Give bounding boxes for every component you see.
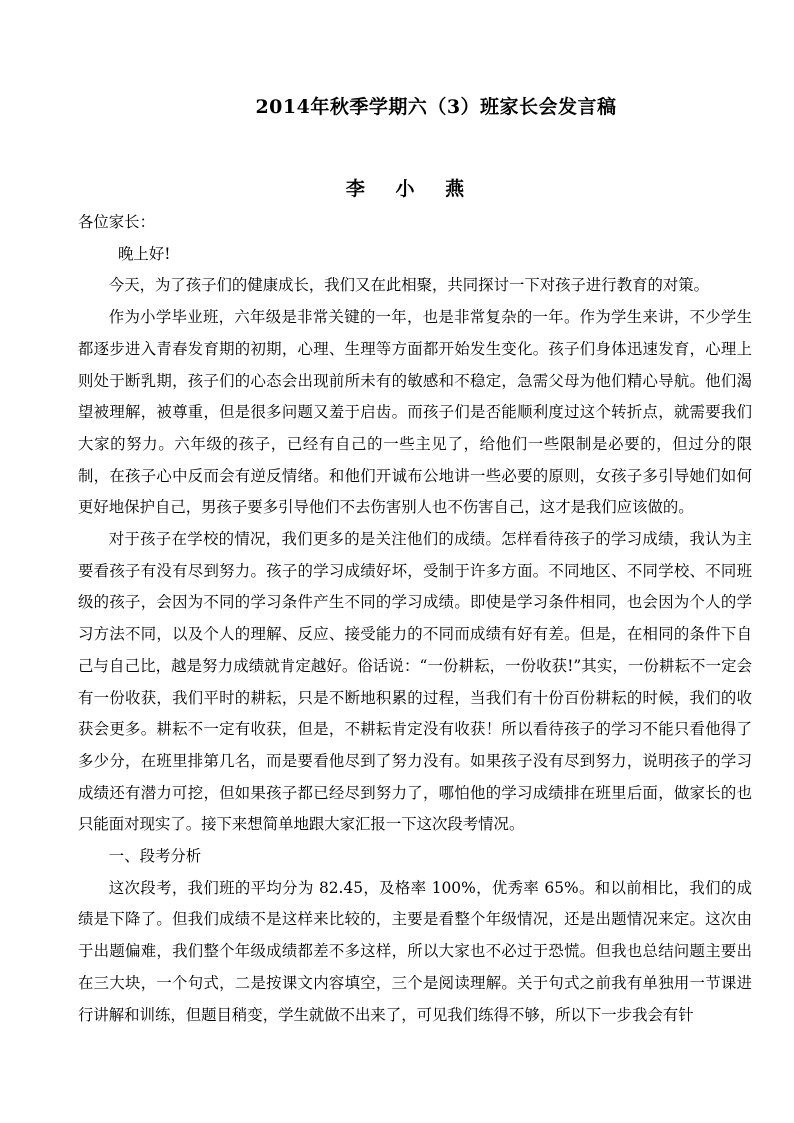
paragraph-grade-six: 作为小学毕业班，六年级是非常关键的一年，也是非常复杂的一年。作为学生来讲，不少学生都逐步进入青春发育期的初期，心理、生理等方面都开始发生变化。孩子们身体迅速发育，心理上则处于断乳期，孩子们的心态会出现前所未有的敏感和不稳定，急需父母为他们精心导航。他们渴望被理解，被尊重，但是很多问题又羞于启齿。而孩子们是否能顺利度过这个转折点，就需要我们大家的努力。六年级的孩子，已经有自己的一些主见了，给他们一些限制是必要的，但过分的限制，在孩子心中反而会有逆反情绪。和他们开诚布公地讲一些必要的原则，女孩子多引导她们如何更好地保护自己，男孩子要多引导他们不去伤害别人也不伤害自己，这才是我们应该做的。 — [78, 308, 752, 517]
paragraph-opening: 今天，为了孩子们的健康成长，我们又在此相聚，共同探讨一下对孩子进行教育的对策。 — [108, 276, 710, 295]
salutation: 各位家长： — [78, 213, 155, 231]
document-body — [78, 207, 752, 1031]
section-heading-exam-analysis: 一、段考分析 — [108, 847, 202, 866]
greeting: 晚上好! — [118, 244, 171, 263]
paragraph-exam-analysis: 这次段考，我们班的平均分为 82.45，及格率 100%，优秀率 65%。和以前相比，我们的成绩是下降了。但我们成绩不是这样来比较的，主要是看整个年级情况，还是出题情况来定。这次由于出题偏难，我们整个年级成绩都差不多这样，所以大家也不必过于恐慌。但我也总结问题主要出在三大块，一个句式，二是按课文内容填空，三个是阅读理解。关于句式之前我有单独用一节课进行讲解和训练，但题目稍变，学生就做不出来了，可见我们练得不够，所以下一步我会有针 — [78, 878, 752, 1024]
document-title: 2014年秋季学期六（3）班家长会发言稿 — [255, 96, 617, 118]
paragraph-study-results: 对于孩子在学校的情况，我们更多的是关注他们的成绩。怎样看待孩子的学习成绩，我认为主要看孩子有没有尽到努力。孩子的学习成绩好坏，受制于许多方面。不同地区、不同学校、不同班级的孩子，会因为不同的学习条件产生不同的学习成绩。即使是学习条件相同，也会因为个人的学习方法不同，以及个人的理解、反应、接受能力的不同而成绩有好有差。但是，在相同的条件下自己与自己比，越是努力成绩就肯定越好。俗话说：“一份耕耘，一份收获!”其实，一份耕耘不一定会有一份收获，我们平时的耕耘，只是不断地积累的过程，当我们有十份百份耕耘的时候，我们的收获会更多。耕耘不一定有收获，但是，不耕耘肯定没有收获！所以看待孩子的学习不能只看他得了多少分，在班里排第几名，而是要看他尽到了努力没有。如果孩子没有尽到努力，说明孩子的学习成绩还有潜力可挖，但如果孩子都已经尽到努力了，哪怕他的学习成绩排在班里后面，做家长的也只能面对现实了。接下来想简单地跟大家汇报一下这次段考情况。 — [78, 530, 752, 834]
author-name: 李 小 燕 — [345, 178, 477, 200]
